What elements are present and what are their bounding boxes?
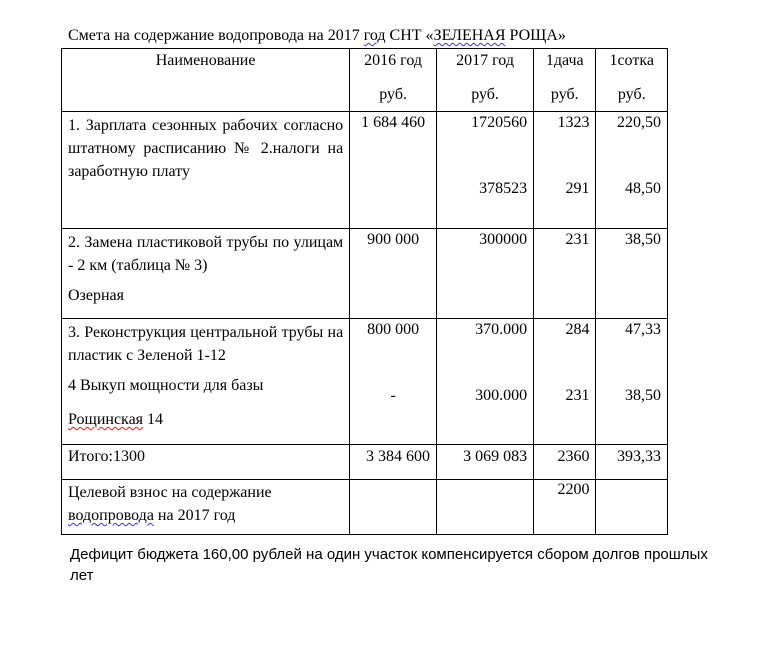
total-2016: 3 384 600 — [350, 445, 437, 480]
row3-sotka — [596, 319, 668, 445]
title-prefix: Смета на содержание водопровода на 2017 — [68, 27, 364, 44]
header-dacha-unit: руб. — [550, 86, 579, 103]
fee-name-b: водопровода — [68, 507, 154, 524]
estimate-table — [61, 48, 668, 535]
row3-street-num: 14 — [143, 411, 164, 428]
row3-name: 3. Реконструкция центральной трубы на пластик с Зеленой 1-12 — [68, 324, 344, 364]
row3-sotka-a: 47,33 — [625, 321, 661, 338]
row2-dacha: 231 — [534, 229, 596, 319]
table-row — [62, 319, 668, 445]
row1-sotka-a: 220,50 — [617, 114, 661, 131]
row3-2017 — [437, 319, 534, 445]
fee-2016-empty — [350, 480, 437, 535]
header-2017 — [437, 49, 534, 112]
fee-row — [62, 480, 668, 535]
header-row — [62, 49, 668, 112]
header-2017-unit: руб. — [471, 86, 499, 103]
header-dacha — [534, 49, 596, 112]
budget-deficit-note: Дефицит бюджета 160,00 рублей на один участок компенсируется сбором долгов прошлых лет — [70, 546, 708, 584]
fee-name-c: на 2017 год — [153, 507, 236, 524]
row1-dacha — [534, 112, 596, 229]
title-end: РОЩА» — [505, 27, 566, 44]
row1-dacha-b: 291 — [565, 180, 590, 197]
table-row — [62, 112, 668, 229]
row3-name2: 4 Выкуп мощности для базы — [68, 377, 264, 394]
row3-dacha — [534, 319, 596, 445]
row1-dacha-a: 1323 — [557, 114, 590, 131]
row3-sotka-b: 38,50 — [625, 387, 661, 404]
header-2016-unit: руб. — [379, 86, 407, 103]
row3-name-cell — [62, 319, 350, 445]
row2-sotka: 38,50 — [596, 229, 668, 319]
fee-name-a: Целевой взнос на содержание — [68, 484, 272, 501]
row1-2017 — [437, 112, 534, 229]
total-name: Итого:1300 — [62, 445, 350, 480]
title-suffix: СНТ « — [385, 27, 434, 44]
row1-sotka — [596, 112, 668, 229]
row3-dacha-b: 231 — [565, 387, 590, 404]
row2-2017: 300000 — [437, 229, 534, 319]
row3-2016-a: 800 000 — [367, 321, 420, 338]
header-dacha-label: 1дача — [545, 52, 584, 69]
header-sotka-label: 1сотка — [609, 52, 654, 69]
row2-2016: 900 000 — [350, 229, 437, 319]
row1-2016: 1 684 460 — [350, 112, 437, 229]
row1-sotka-b: 48,50 — [625, 180, 661, 197]
row3-2017-b: 300.000 — [475, 387, 528, 404]
fee-sotka-empty — [596, 480, 668, 535]
row2-street: Озерная — [68, 287, 124, 304]
total-2017: 3 069 083 — [437, 445, 534, 480]
header-sotka-unit: руб. — [617, 86, 646, 103]
fee-dacha: 2200 — [534, 480, 596, 535]
row3-2016-b: - — [390, 387, 396, 404]
row3-2016 — [350, 319, 437, 445]
total-row — [62, 445, 668, 480]
header-name — [62, 49, 350, 112]
row1-2017-a: 1720560 — [471, 114, 528, 131]
total-dacha: 2360 — [534, 445, 596, 480]
title-org: ЗЕЛЕНАЯ — [433, 27, 506, 44]
title-year-word: год — [363, 27, 386, 44]
table-row — [62, 229, 668, 319]
row3-dacha-a: 284 — [565, 321, 590, 338]
row1-2017-b: 378523 — [479, 180, 528, 197]
header-2017-label: 2017 год — [456, 52, 514, 69]
header-2016 — [350, 49, 437, 112]
row2-name-cell — [62, 229, 350, 319]
row3-street: Рощинская — [68, 411, 144, 428]
header-sotka — [596, 49, 668, 112]
row1-name: 1. Зарплата сезонных рабочих согласно штатному расписанию № 2.налоги на заработную плату — [62, 112, 350, 229]
header-2016-label: 2016 год — [364, 52, 423, 69]
fee-2017-empty — [437, 480, 534, 535]
row2-name: 2. Замена пластиковой трубы по улицам - 2 км (таблица № 3) — [68, 234, 344, 274]
row3-2017-a: 370.000 — [475, 321, 528, 338]
document-title — [68, 27, 566, 45]
fee-name-cell — [62, 480, 350, 535]
total-sotka: 393,33 — [596, 445, 668, 480]
header-name-label: Наименование — [155, 52, 256, 69]
